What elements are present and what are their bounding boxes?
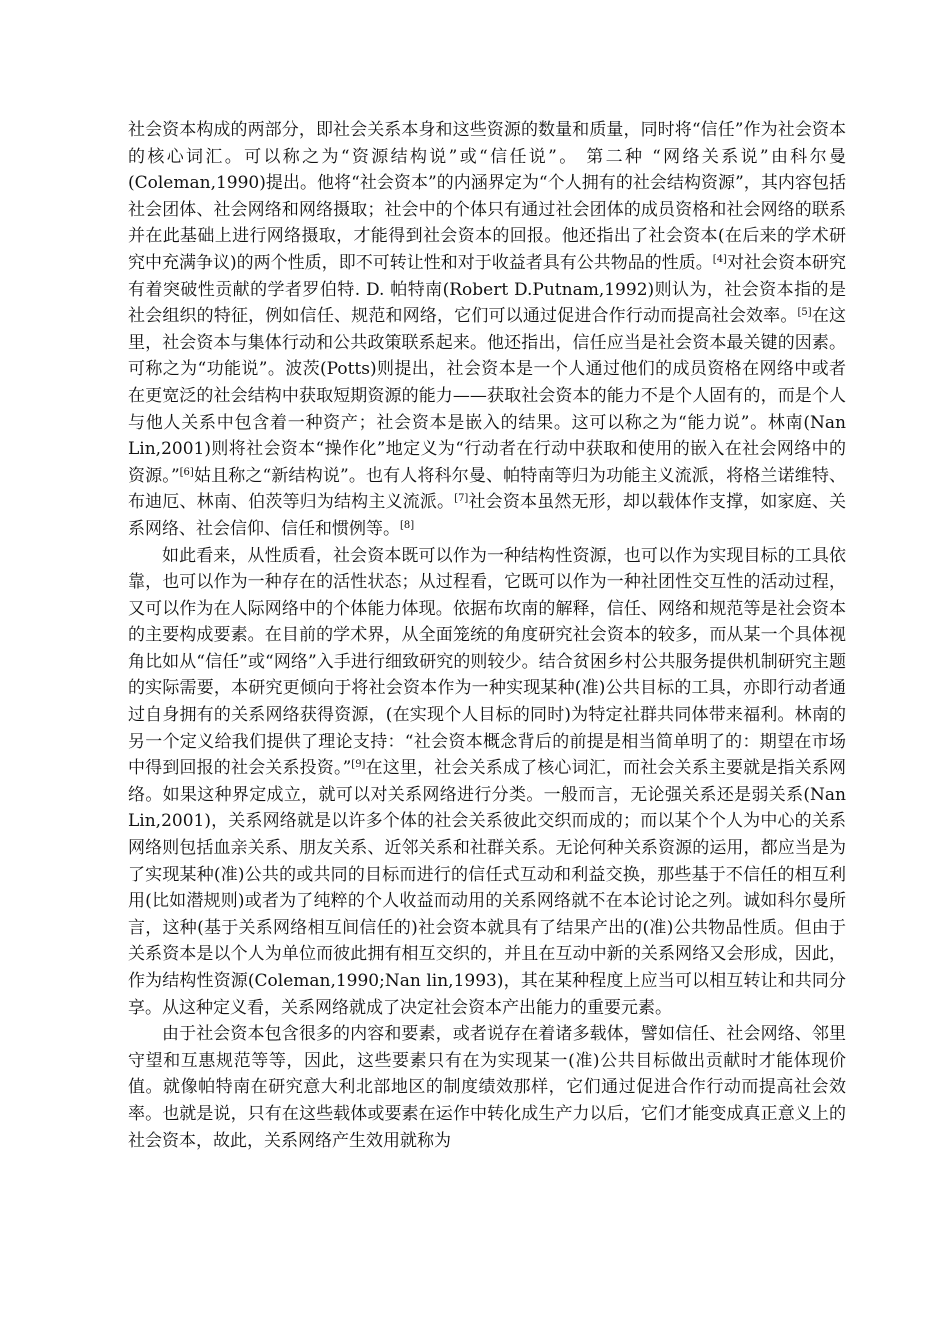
- paragraph-2: [128, 543, 846, 1022]
- citation-ref: [5]: [797, 307, 812, 319]
- citation-ref: [8]: [400, 519, 415, 531]
- text-run: 如此看来，从性质看，社会资本既可以作为一种结构性资源，也可以作为实现目标的工具依靠，也可以作为一种存在的活性状态；从过程看，它既可以作为一种社团性交互性的活动过程，又可以作为在人际网络中的个体能力体现。依据布坎南的解释，信任、网络和规范等是社会资本的主要构成要素。在目前的学术界，从全面笼统的角度研究社会资本的较多，而从某一个具体视角比如从“信任”或“网络”入手进行细致研究的则较少。结合贫困乡村公共服务提供机制研究主题的实际需要，本研究更倾向于将社会资本作为一种实现某种(准)公共目标的工具，亦即行动者通过自身拥有的关系网络获得资源，(在实现个人目标的同时)为特定社群共同体带来福利。林南的另一个定义给我们提供了理论支持：“社会资本概念背后的前提是相当简单明了的：期望在市场中得到回报的社会关系投资。”: [128, 545, 846, 779]
- document-body: [128, 117, 846, 1154]
- citation-ref: [7]: [454, 493, 469, 505]
- text-run: 姑且称之“新结构说”。也有人将科尔曼、帕特南等归为功能主义流派，将格兰诺维特、布迪厄、林南、伯茨等归为结构主义流派。: [128, 465, 846, 513]
- text-run: 社会资本虽然无形，却以载体作支撑，如家庭、关系网络、社会信仰、信任和惯例等。: [128, 492, 847, 539]
- text-run: 在这里，社会资本与集体行动和公共政策联系起来。他还指出，信任应当是社会资本最关键的因素。可称之为“功能说”。波茨(Potts)则提出，社会资本是一个人通过他们的成员资格在网络中或者在更宽泛的社会结构中获取短期资源的能力——获取社会资本的能力不是个人固有的，而是个人与他人关系中包含着一种资产；社会资本是嵌入的结果。这可以称之为“能力说”。林南(Nan Lin,2001)则将社会资本“操作化”地定义为“行动者在行动中获取和使用的嵌入在社会网络中的资源。”: [128, 306, 847, 486]
- citation-ref: [6]: [179, 466, 194, 478]
- text-run: 在这里，社会关系成了核心词汇，而社会关系主要就是指关系网络。如果这种界定成立，就可以对关系网络进行分类。一般而言，无论强关系还是弱关系(Nan Lin,2001)，关系网络就是以许多个体的社会关系彼此交织而成的；而以某个个人为中心的关系网络则包括血亲关系、朋友关系、近邻关系和社群关系。无论何种关系资源的运用，都应当是为了实现某种(准)公共的或共同的目标而进行的信任式互动和利益交换，那些基于不信任的相互利用(比如潜规则)或者为了纯粹的个人收益而动用的关系网络就不在本论讨论之列。诚如科尔曼所言，这种(基于关系网络相互间信任的)社会资本就具有了结果产出的(准)公共物品性质。但由于关系资本是以个人为单位而彼此拥有相互交织的，并且在互动中新的关系网络又会形成，因此，作为结构性资源(Coleman,1990;Nan lin,1993)，其在某种程度上应当可以相互转让和共同分享。从这种定义看，关系网络就成了决定社会资本产出能力的重要元素。: [128, 758, 846, 1018]
- citation-ref: [9]: [351, 759, 366, 771]
- text-run: 社会资本构成的两部分，即社会关系本身和这些资源的数量和质量，同时将“信任”作为社会资本的核心词汇。可以称之为“资源结构说”或“信任说”。 第二种 “网络关系说”由科尔曼(Coleman,1990)提出。他将“社会资本”的内涵界定为“个人拥有的社会结构资源”，其内容包括社会团体、社会网络和网络摄取；社会中的个体只有通过社会团体的成员资格和社会网络的联系并在此基础上进行网络摄取，才能得到社会资本的回报。他还指出了社会资本(在后来的学术研究中充满争议)的两个性质，即不可转让性和对于收益者具有公共物品的性质。: [128, 120, 846, 273]
- text-run: 由于社会资本包含很多的内容和要素，或者说存在着诸多载体，譬如信任、社会网络、邻里守望和互惠规范等等，因此，这些要素只有在为实现某一(准)公共目标做出贡献时才能体现价值。就像帕特南在研究意大利北部地区的制度绩效那样，它们通过促进合作行动而提高社会效率。也就是说，只有在这些载体或要素在运作中转化成生产力以后，它们才能变成真正意义上的社会资本，故此，关系网络产生效用就称为: [128, 1024, 846, 1151]
- citation-ref: [4]: [712, 253, 727, 265]
- text-run: 对社会资本研究有着突破性贡献的学者罗伯特. D. 帕特南(Robert D.Putnam,1992)则认为，社会资本指的是社会组织的特征，例如信任、规范和网络，它们可以通过促进合作行动而提高社会效率。: [128, 252, 846, 327]
- paragraph-1: [128, 117, 846, 543]
- paragraph-3: [128, 1021, 846, 1154]
